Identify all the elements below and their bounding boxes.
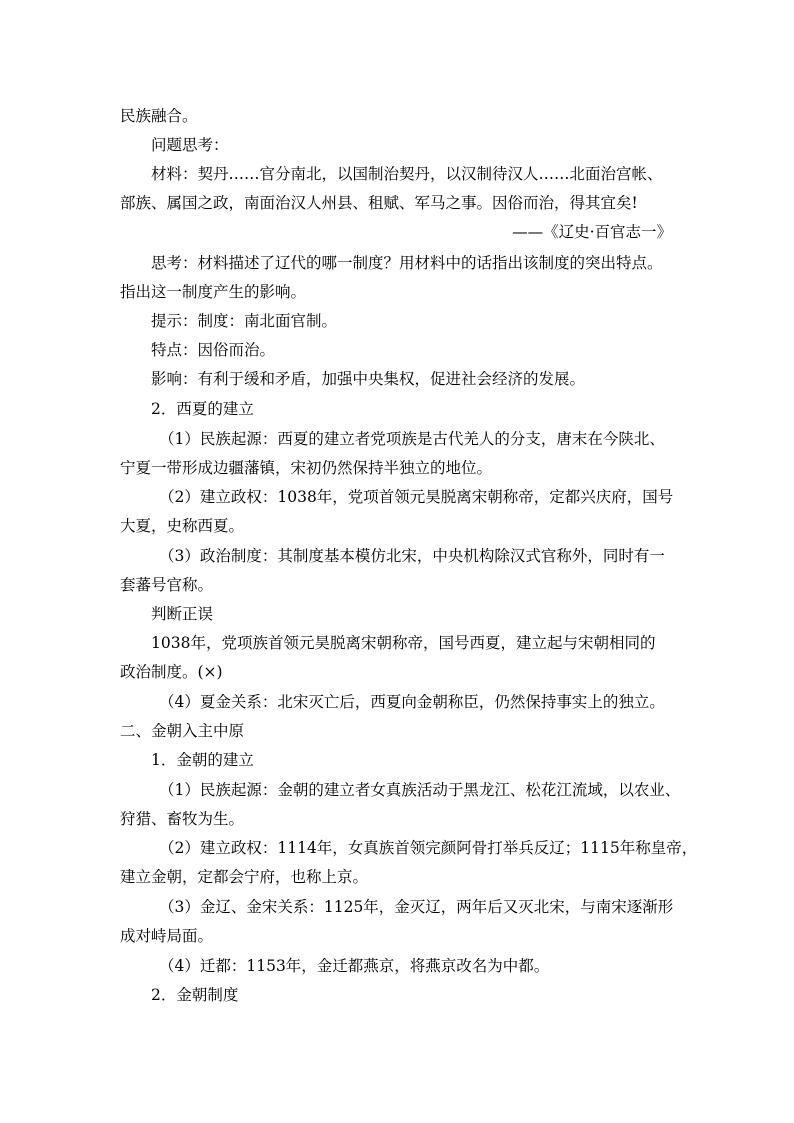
text-line: 影响：有利于缓和矛盾，加强中央集权，促进社会经济的发展。 — [151, 370, 586, 388]
text-line: 判断正误 — [151, 605, 214, 623]
text-line: （3）政治制度：其制度基本模仿北宋，中央机构除汉式官称外，同时有一 — [159, 547, 665, 565]
text-line: （1）民族起源：西夏的建立者党项族是古代羌人的分支，唐末在今陕北、 — [159, 430, 665, 448]
section-heading: 2．西夏的建立 — [151, 400, 254, 418]
section-heading: 1．金朝的建立 — [151, 751, 254, 769]
text-line: 政治制度。(×) — [120, 663, 223, 681]
text-line: 宁夏一带形成边疆藩镇，宋初仍然保持半独立的地位。 — [120, 459, 493, 477]
section-heading: 二、金朝入主中原 — [120, 722, 245, 740]
text-line: （1）民族起源：金朝的建立者女真族活动于黑龙江、松花江流域，以农业、 — [159, 781, 681, 799]
text-line: （4）迁都：1153年，金迁都燕京，将燕京改名为中都。 — [159, 957, 550, 975]
text-line: 大夏，史称西夏。 — [120, 517, 245, 535]
text-line: （4）夏金关系：北宋灭亡后，西夏向金朝称臣，仍然保持事实上的独立。 — [159, 693, 665, 711]
text-line: 部族、属国之政，南面治汉人州县、租赋、军马之事。因俗而治，得其宜矣! — [120, 194, 638, 212]
source-citation: ——《辽史·百官志一》 — [512, 223, 672, 241]
text-line: 思考：材料描述了辽代的哪一制度？用材料中的话指出该制度的突出特点。 — [151, 254, 663, 272]
text-line: （2）建立政权：1038年，党项首领元昊脱离宋朝称帝，定都兴庆府，国号 — [159, 488, 674, 506]
text-line: 成对峙局面。 — [120, 927, 214, 945]
text-line: 提示：制度：南北面官制。 — [151, 312, 338, 330]
text-line: 狩猎、畜牧为生。 — [120, 810, 245, 828]
text-line: 材料：契丹……官分南北，以国制治契丹，以汉制待汉人……北面治宫帐、 — [151, 165, 663, 183]
text-line: （3）金辽、金宋关系：1125年，金灭辽，两年后又灭北宋，与南宋逐渐形 — [159, 898, 674, 916]
text-line: 问题思考： — [151, 136, 229, 154]
text-line: 套蕃号官称。 — [120, 576, 214, 594]
text-line: 民族融合。 — [120, 107, 198, 125]
section-heading: 2．金朝制度 — [151, 986, 239, 1004]
text-line: 建立金朝，定都会宁府，也称上京。 — [120, 868, 369, 886]
text-line: （2）建立政权：1114年，女真族首领完颜阿骨打举兵反辽；1115年称皇帝， — [159, 839, 698, 857]
text-line: 指出这一制度产生的影响。 — [120, 283, 307, 301]
text-line: 1038年，党项族首领元昊脱离宋朝称帝，国号西夏，建立起与宋朝相同的 — [151, 634, 656, 652]
text-line: 特点：因俗而治。 — [151, 341, 276, 359]
